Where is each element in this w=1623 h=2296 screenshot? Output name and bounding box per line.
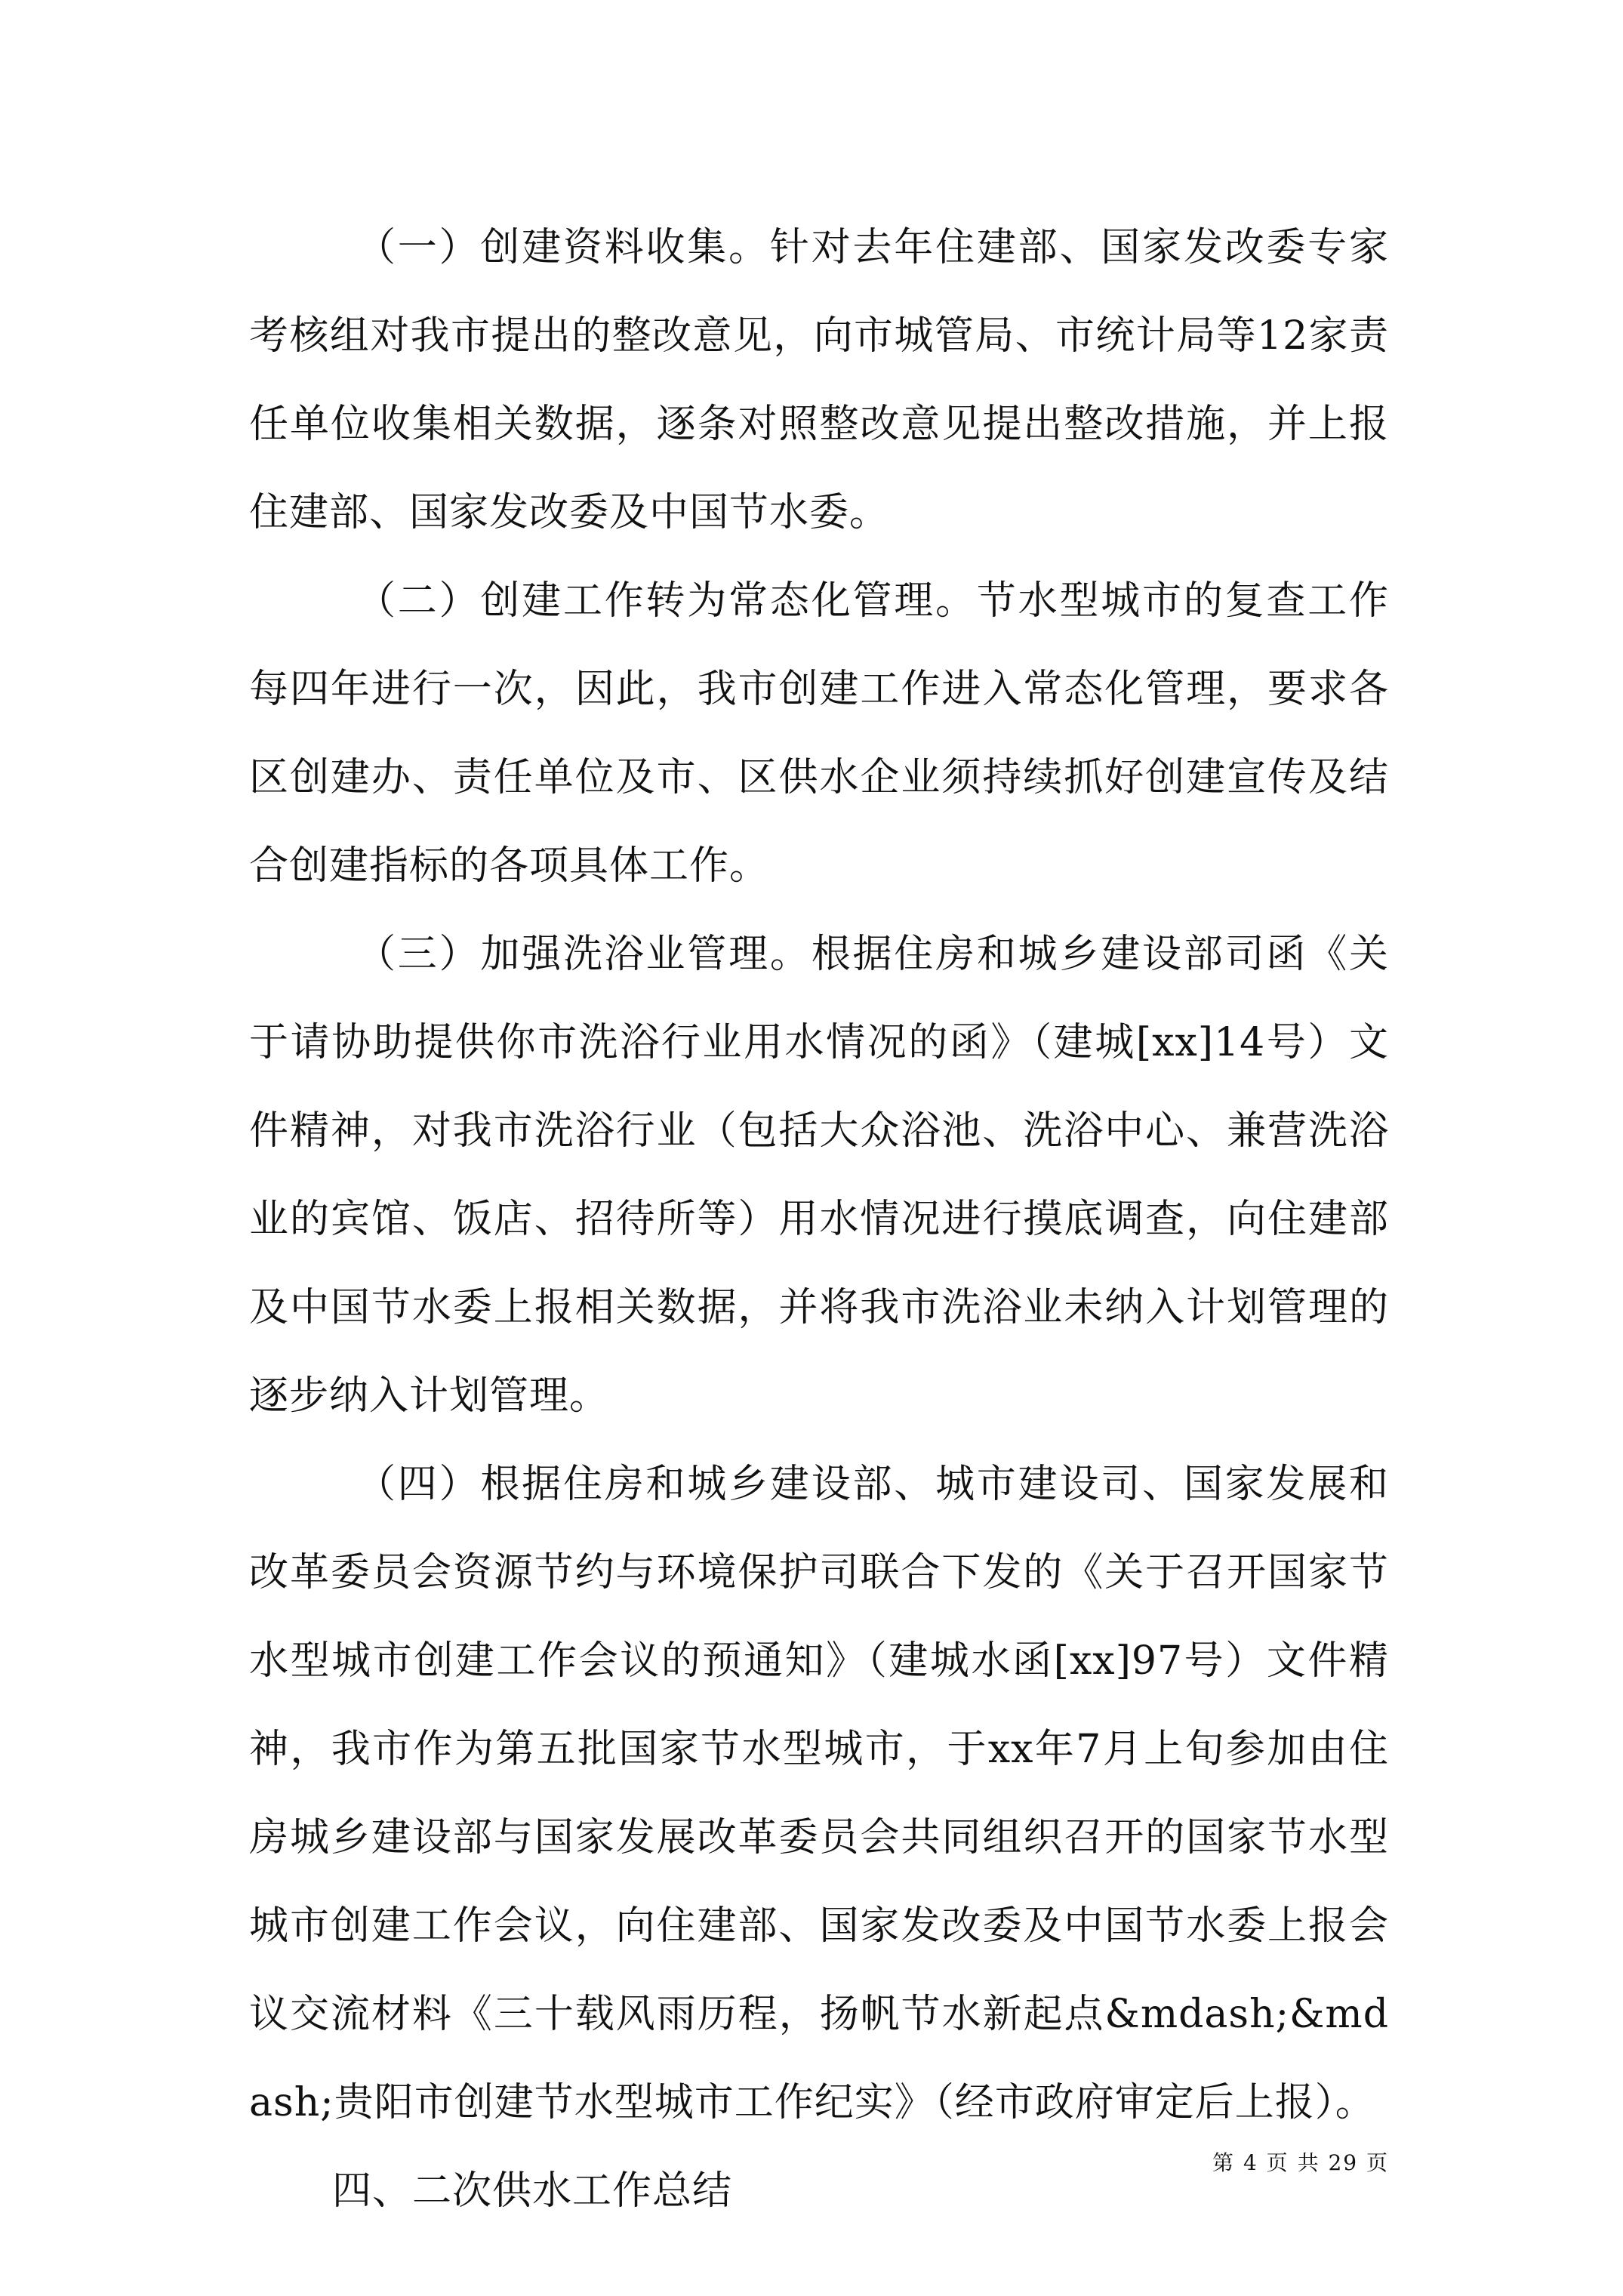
- document-body: [249, 204, 1389, 2236]
- section-heading-secondary-water-supply: 四、二次供水工作总结: [332, 2168, 733, 2214]
- paragraph-bathing-industry: （三）加强洗浴业管理。根据住房和城乡建设部司函《关于请协助提供你市洗浴行业用水情况的函》（建城[xx]14号）文件精神，对我市洗浴行业（包括大众浴池、洗浴中心、兼营洗浴业的宾馆、饭店、招待所等）用水情况进行摸底调查，向住建部及中国节水委上报相关数据，并将我市洗浴业未纳入计划管理的逐步纳入计划管理。: [249, 932, 1389, 1419]
- paragraph-normalized-management: （二）创建工作转为常态化管理。节水型城市的复查工作每四年进行一次，因此，我市创建工作进入常态化管理，要求各区创建办、责任单位及市、区供水企业须持续抓好创建宣传及结合创建指标的各项具体工作。: [249, 578, 1389, 889]
- page-number-footer: 第 4 页 共 29 页: [1212, 2150, 1389, 2175]
- paragraph-creation-materials: （一）创建资料收集。针对去年住建部、国家发改委专家考核组对我市提出的整改意见，向市城管局、市统计局等12家责任单位收集相关数据，逐条对照整改意见提出整改措施，并上报住建部、国家发改委及中国节水委。: [249, 225, 1389, 535]
- paragraph-conference-notice: （四）根据住房和城乡建设部、城市建设司、国家发展和改革委员会资源节约与环境保护司联合下发的《关于召开国家节水型城市创建工作会议的预通知》（建城水函[xx]97号）文件精神，我市作为第五批国家节水型城市，于xx年7月上旬参加由住房城乡建设部与国家发展改革委员会共同组织召开的国家节水型城市创建工作会议，向住建部、国家发改委及中国节水委上报会议交流材料《三十载风雨历程，扬帆节水新起点&mdash;&mdash;贵阳市创建节水型城市工作纪实》（经市政府审定后上报）。: [249, 1462, 1389, 2125]
